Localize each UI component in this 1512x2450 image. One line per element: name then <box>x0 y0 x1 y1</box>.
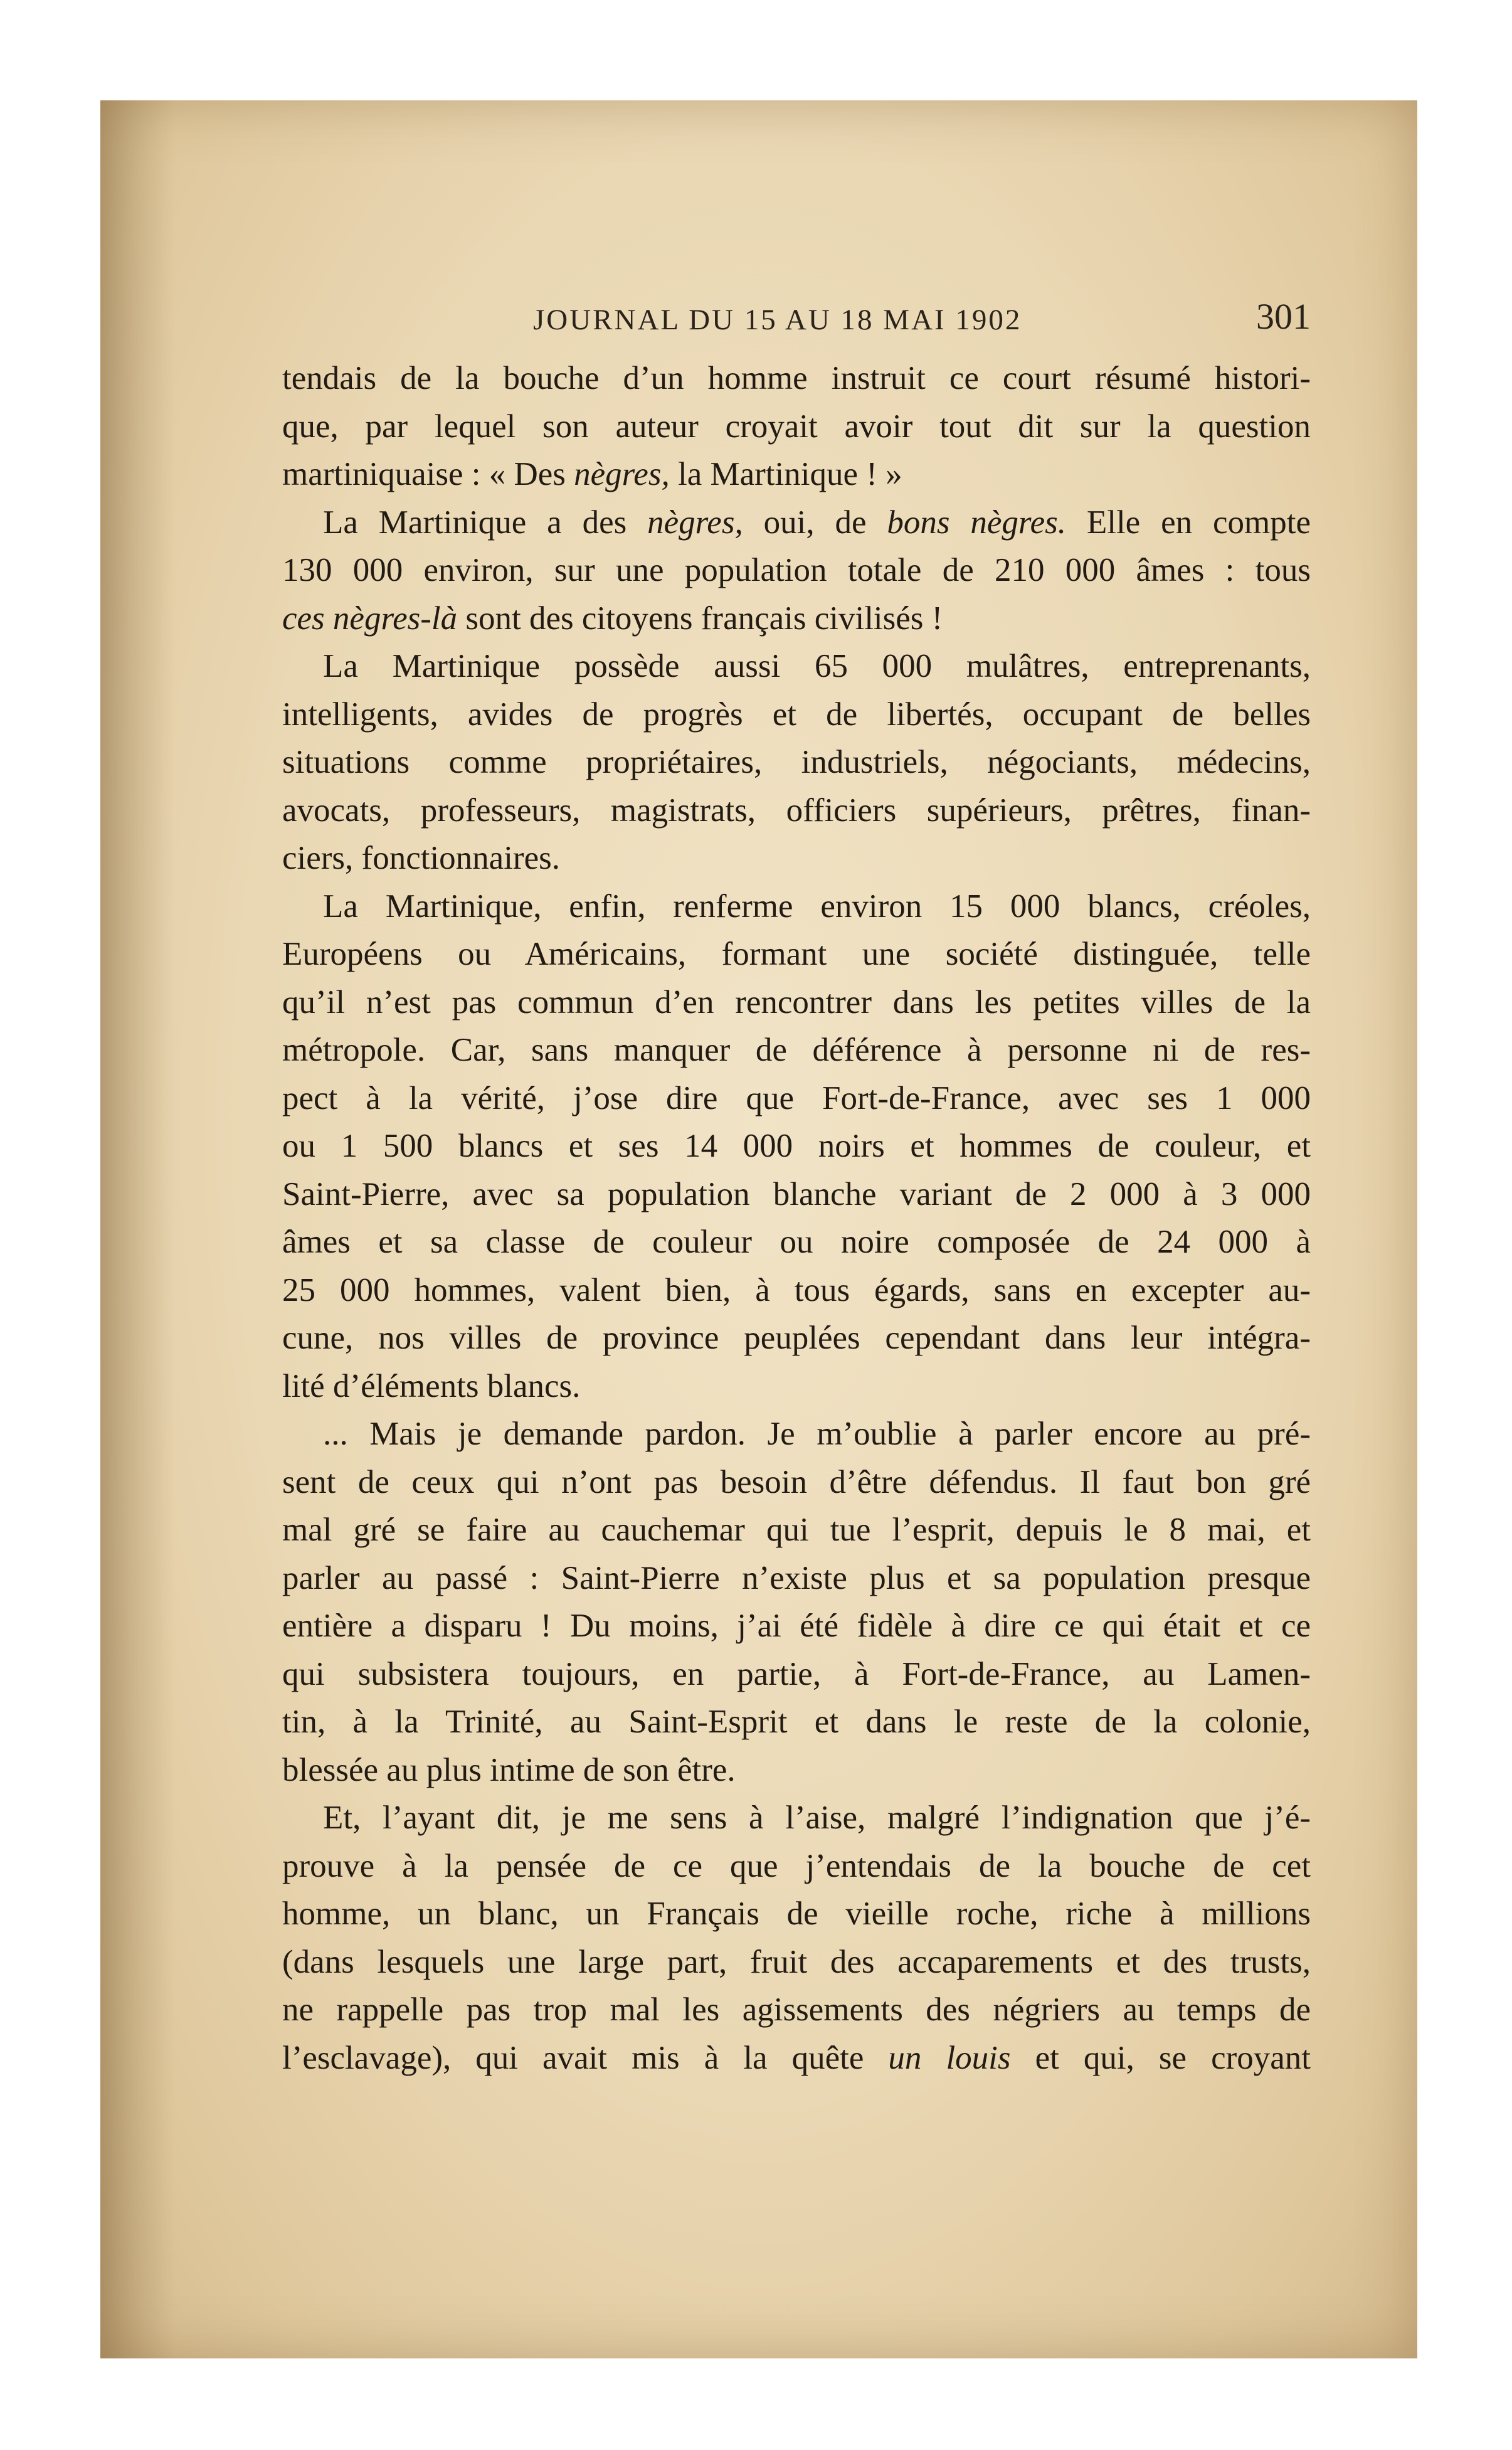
text-run: ciers, fonctionnaires. <box>282 840 560 876</box>
text-line <box>282 1458 1311 1507</box>
text-line <box>282 1314 1311 1362</box>
text-line <box>282 834 1311 883</box>
text-line <box>282 1362 1311 1411</box>
text-run: lité d’éléments blancs. <box>282 1367 581 1404</box>
text-run: qui subsistera toujours, en partie, à Fort-de-France, au Lamen- <box>282 1655 1311 1692</box>
text-line <box>282 595 1311 643</box>
text-line <box>282 1842 1311 1891</box>
text-run: 130 000 environ, sur une population totale de 210 000 âmes : tous <box>282 552 1311 588</box>
text-line <box>282 1218 1311 1266</box>
text-run: l’esclavage), qui avait mis à la quête <box>282 2039 889 2076</box>
page-header <box>282 292 1311 348</box>
text-run: sent de ceux qui n’ont pas besoin d’être défendus. Il faut bon gré <box>282 1463 1311 1500</box>
text-line <box>282 1602 1311 1650</box>
body-text <box>282 354 1311 2082</box>
text-run: La Martinique a des <box>323 504 648 541</box>
text-run: métropole. Car, sans manquer de déférence à personne ni de res- <box>282 1032 1311 1068</box>
text-line <box>282 1698 1311 1746</box>
text-run: Elle en compte <box>1065 504 1311 541</box>
text-line <box>282 1506 1311 1554</box>
text-line <box>282 546 1311 595</box>
text-line <box>282 1938 1311 1986</box>
text-line <box>282 691 1311 739</box>
text-line <box>282 1026 1311 1074</box>
text-run: entière a disparu ! Du moins, j’ai été fidèle à dire ce qui était et ce <box>282 1608 1311 1644</box>
text-line <box>282 1170 1311 1219</box>
text-line <box>282 1554 1311 1603</box>
text-line <box>282 1986 1311 2034</box>
text-line <box>282 1410 1311 1458</box>
italic-text: un louis <box>888 2039 1011 2076</box>
text-line <box>282 1122 1311 1170</box>
italic-text: nègres, <box>574 456 670 492</box>
text-run: Et, l’ayant dit, je me sens à l’aise, malgré l’indignation que j’é- <box>323 1800 1311 1836</box>
text-run: tendais de la bouche d’un homme instruit ce court résumé histori- <box>282 360 1311 396</box>
text-run: tin, à la Trinité, au Saint-Esprit et dans le reste de la colonie, <box>282 1704 1311 1740</box>
running-head: JOURNAL DU 15 AU 18 MAI 1902 <box>533 304 1022 336</box>
text-run: la Martinique ! » <box>669 456 902 492</box>
text-run: et qui, se croyant <box>1010 2039 1311 2076</box>
text-run: Saint-Pierre, avec sa population blanche variant de 2 000 à 3 000 <box>282 1175 1311 1212</box>
text-run: intelligents, avides de progrès et de libertés, occupant de belles <box>282 696 1311 733</box>
text-run: cune, nos villes de province peuplées cependant dans leur intégra- <box>282 1320 1311 1356</box>
text-line <box>282 1746 1311 1795</box>
text-run: mal gré se faire au cauchemar qui tue l’esprit, depuis le 8 mai, et <box>282 1512 1311 1548</box>
text-line <box>282 1650 1311 1699</box>
text-run: La Martinique, enfin, renferme environ 15 000 blancs, créoles, <box>323 888 1311 925</box>
text-run: homme, un blanc, un Français de vieille roche, riche à millions <box>282 1896 1311 1932</box>
text-line <box>282 978 1311 1027</box>
italic-text: nègres, <box>647 504 743 541</box>
text-run: prouve à la pensée de ce que j’entendais de la bouche de cet <box>282 1847 1311 1884</box>
text-run: La Martinique possède aussi 65 000 mulâtres, entreprenants, <box>323 648 1311 684</box>
text-line <box>282 354 1311 403</box>
scanned-page <box>100 100 1417 2358</box>
text-run: (dans lesquels une large part, fruit des accaparements et des trusts, <box>282 1943 1311 1980</box>
italic-text: bons nègres. <box>887 504 1066 541</box>
text-line <box>282 883 1311 931</box>
text-line <box>282 738 1311 787</box>
text-run: blessée au plus intime de son être. <box>282 1751 736 1788</box>
text-line <box>282 787 1311 835</box>
text-run: pect à la vérité, j’ose dire que Fort-de-France, avec ses 1 000 <box>282 1079 1311 1116</box>
text-run: âmes et sa classe de couleur ou noire composée de 24 000 à <box>282 1224 1311 1260</box>
text-run: ne rappelle pas trop mal les agissements des négriers au temps de <box>282 1991 1311 2028</box>
text-run: ... Mais je demande pardon. Je m’oublie à parler encore au pré- <box>323 1416 1311 1452</box>
text-line <box>282 403 1311 451</box>
text-run: avocats, professeurs, magistrats, officiers supérieurs, prêtres, finan- <box>282 792 1311 829</box>
text-run: situations comme propriétaires, industriels, négociants, médecins, <box>282 744 1311 780</box>
text-run: Européens ou Américains, formant une société distinguée, telle <box>282 936 1311 972</box>
text-line <box>282 1890 1311 1938</box>
text-line <box>282 499 1311 547</box>
text-run: parler au passé : Saint-Pierre n’existe plus et sa population presque <box>282 1559 1311 1596</box>
text-run: 25 000 hommes, valent bien, à tous égards, sans en excepter au- <box>282 1271 1311 1308</box>
text-run: sont des citoyens français civilisés ! <box>457 600 943 637</box>
text-run: oui, de <box>743 504 887 541</box>
text-line <box>282 642 1311 691</box>
text-line <box>282 1794 1311 1842</box>
text-run: que, par lequel son auteur croyait avoir tout dit sur la question <box>282 408 1311 445</box>
text-line <box>282 930 1311 978</box>
italic-text: ces nègres-là <box>282 600 458 637</box>
text-line <box>282 1266 1311 1315</box>
text-run: martiniquaise : « Des <box>282 456 574 492</box>
text-run: qu’il n’est pas commun d’en rencontrer dans les petites villes de la <box>282 984 1311 1021</box>
text-line <box>282 2034 1311 2082</box>
text-run: ou 1 500 blancs et ses 14 000 noirs et hommes de couleur, et <box>282 1128 1311 1164</box>
text-line <box>282 450 1311 499</box>
text-line <box>282 1074 1311 1123</box>
page-number: 301 <box>1256 296 1311 337</box>
